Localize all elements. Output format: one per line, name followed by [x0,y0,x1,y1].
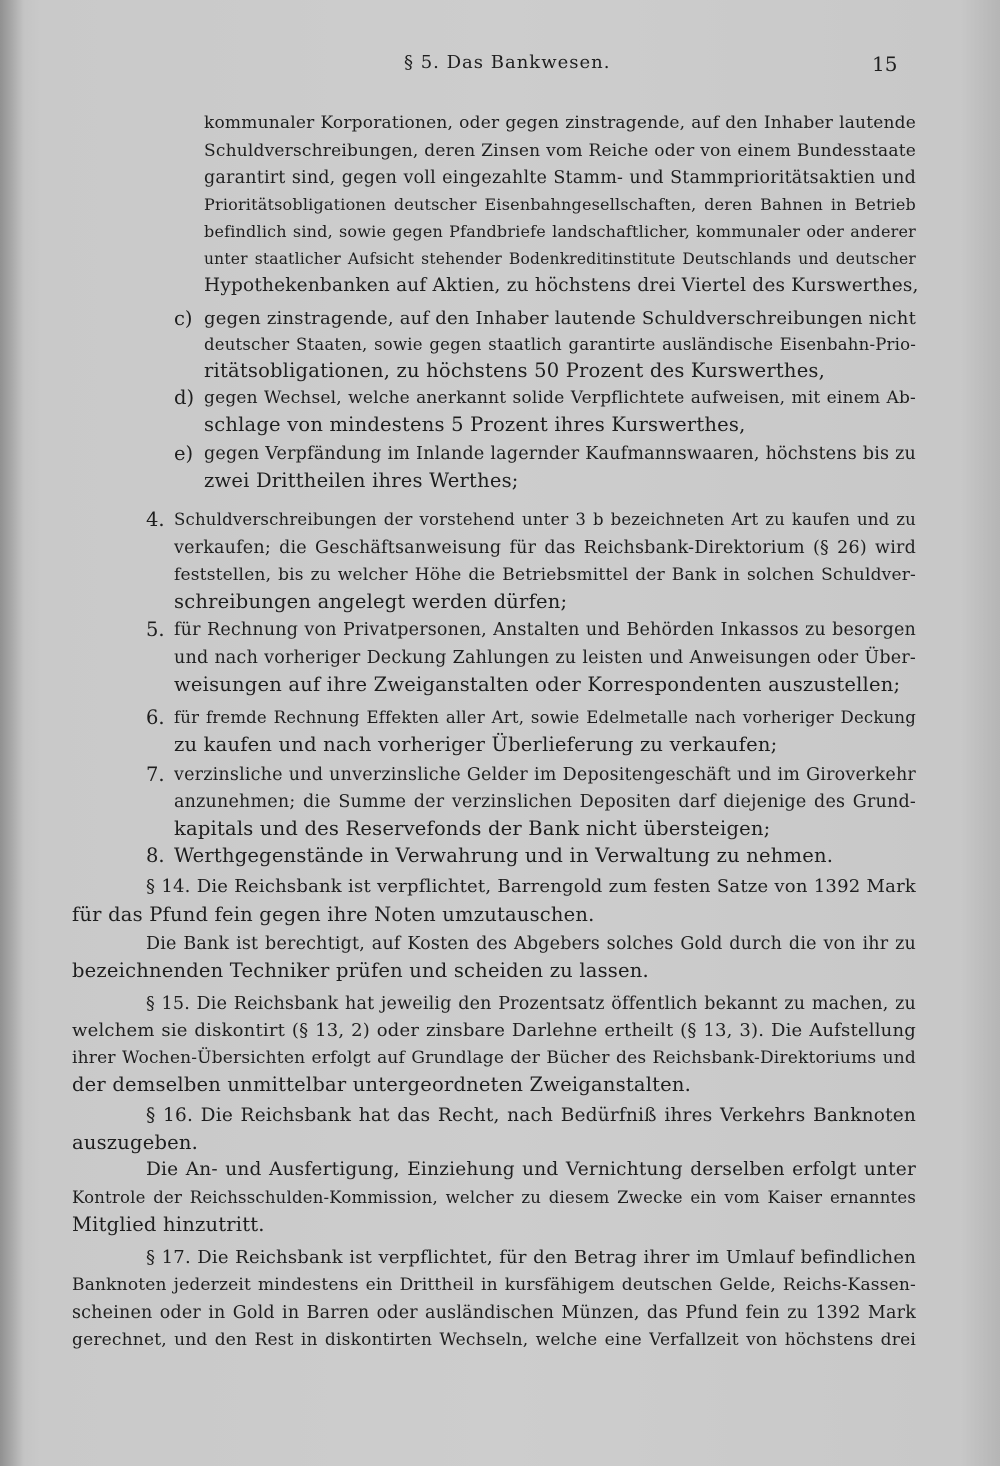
list-marker-5: 5. [146,618,165,641]
text-line: für fremde Rechnung Effekten aller Art, sowie Edelmetalle nach vorheriger Deckung [174,708,916,727]
section-16-line: § 16. Die Reichsbank hat das Recht, nach Bedürfniß ihres Verkehrs Banknoten [146,1105,916,1126]
text-line: feststellen, bis zu welcher Höhe die Betriebsmittel der Bank in solchen Schuldver- [174,565,916,585]
text-line: Die Bank ist berechtigt, auf Kosten des Abgebers solches Gold durch die von ihr zu [146,934,916,954]
text-line: Banknoten jederzeit mindestens ein Drittheil in kursfähigem deutschen Gelde, Reichs-Kassen- [72,1275,916,1295]
running-head: § 5. Das Bankwesen. [404,52,611,73]
text-line: deutscher Staaten, sowie gegen staatlich garantirte ausländische Eisenbahn-Prio- [204,335,916,354]
text-line: kapitals und des Reservefonds der Bank nicht übersteigen; [174,817,771,840]
text-line: schlage von mindestens 5 Prozent ihres Kurswerthes, [204,413,746,436]
text-line: der demselben unmittelbar untergeordneten Zweiganstalten. [72,1073,692,1096]
text-line: welchem sie diskontirt (§ 13, 2) oder zinsbare Darlehne ertheilt (§ 13, 3). Die Aufstellung [72,1020,916,1041]
text-line: weisungen auf ihre Zweiganstalten oder Korrespondenten auszustellen; [174,673,901,696]
text-line: kommunaler Korporationen, oder gegen zinstragende, auf den Inhaber lautende [204,113,916,133]
text-line: scheinen oder in Gold in Barren oder ausländischen Münzen, das Pfund fein zu 1392 Mark [72,1303,916,1323]
text-line: für Rechnung von Privatpersonen, Anstalten und Behörden Inkassos zu besorgen [174,620,916,640]
text-line: schreibungen angelegt werden dürfen; [174,590,568,613]
text-line: anzunehmen; die Summe der verzinslichen Depositen darf diejenige des Grund- [174,792,916,812]
list-marker-c: c) [174,307,193,330]
text-line: ritätsobligationen, zu höchstens 50 Prozent des Kurswerthes, [204,359,826,382]
text-line: verkaufen; die Geschäftsanweisung für das Reichsbank-Direktorium (§ 26) wird [174,538,916,558]
text-line: Schuldverschreibungen der vorstehend unter 3 b bezeichneten Art zu kaufen und zu [174,510,916,529]
text-line: ihrer Wochen-Übersichten erfolgt auf Grundlage der Bücher des Reichsbank-Direktoriums und [72,1048,916,1068]
text-line: zwei Drittheilen ihres Werthes; [204,469,519,492]
text-line: Prioritätsobligationen deutscher Eisenbahngesellschaften, deren Bahnen in Betrieb [204,195,916,214]
text-line: befindlich sind, sowie gegen Pfandbriefe landschaftlicher, kommunaler oder anderer [204,222,916,241]
list-marker-4: 4. [146,508,165,531]
list-marker-7: 7. [146,763,165,786]
list-marker-d: d) [174,386,195,409]
text-line: zu kaufen und nach vorheriger Überlieferung zu verkaufen; [174,733,778,756]
section-15-line: § 15. Die Reichsbank hat jeweilig den Prozentsatz öffentlich bekannt zu machen, zu [146,994,916,1014]
page-header [0,52,1000,82]
text-line: und nach vorheriger Deckung Zahlungen zu leisten und Anweisungen oder Über- [174,648,916,668]
text-line: garantirt sind, gegen voll eingezahlte Stamm- und Stammprioritätsaktien und [204,168,916,188]
text-line: für das Pfund fein gegen ihre Noten umzutauschen. [72,903,595,926]
section-14-line: § 14. Die Reichsbank ist verpflichtet, Barrengold zum festen Satze von 1392 Mark [146,876,916,897]
text-line: Hypothekenbanken auf Aktien, zu höchstens drei Viertel des Kurswerthes, [204,275,919,296]
text-line: Die An- und Ausfertigung, Einziehung und Vernichtung derselben erfolgt unter [146,1159,916,1180]
text-line: auszugeben. [72,1131,199,1154]
text-line: gegen zinstragende, auf den Inhaber lautende Schuldverschreibungen nicht [204,308,916,329]
text-line: Werthgegenstände in Verwahrung und in Verwaltung zu nehmen. [174,844,834,867]
page-fold-shadow [0,0,24,1466]
list-marker-6: 6. [146,706,165,729]
text-line: unter staatlicher Aufsicht stehender Bodenkreditinstitute Deutschlands und deutscher [204,250,916,268]
text-line: gerechnet, und den Rest in diskontirten Wechseln, welche eine Verfallzeit von höchstens drei [72,1330,916,1350]
text-line: gegen Wechsel, welche anerkannt solide Verpflichtete aufweisen, mit einem Ab- [204,388,916,408]
text-line: Schuldverschreibungen, deren Zinsen vom Reiche oder von einem Bundesstaate [204,141,916,161]
text-line: Kontrole der Reichsschulden-Kommission, welcher zu diesem Zwecke ein vom Kaiser ernanntes [72,1188,916,1207]
section-17-line: § 17. Die Reichsbank ist verpflichtet, für den Betrag ihrer im Umlauf befindlichen [146,1247,916,1268]
page-number: 15 [872,52,898,76]
text-line: Mitglied hinzutritt. [72,1213,265,1236]
text-line: gegen Verpfändung im Inlande lagernder Kaufmannswaaren, höchstens bis zu [204,444,916,464]
text-line: verzinsliche und unverzinsliche Gelder im Depositengeschäft und im Giroverkehr [174,765,916,785]
text-line: bezeichnenden Techniker prüfen und scheiden zu lassen. [72,959,649,982]
list-marker-e: e) [174,442,194,465]
list-marker-8: 8. [146,844,165,867]
